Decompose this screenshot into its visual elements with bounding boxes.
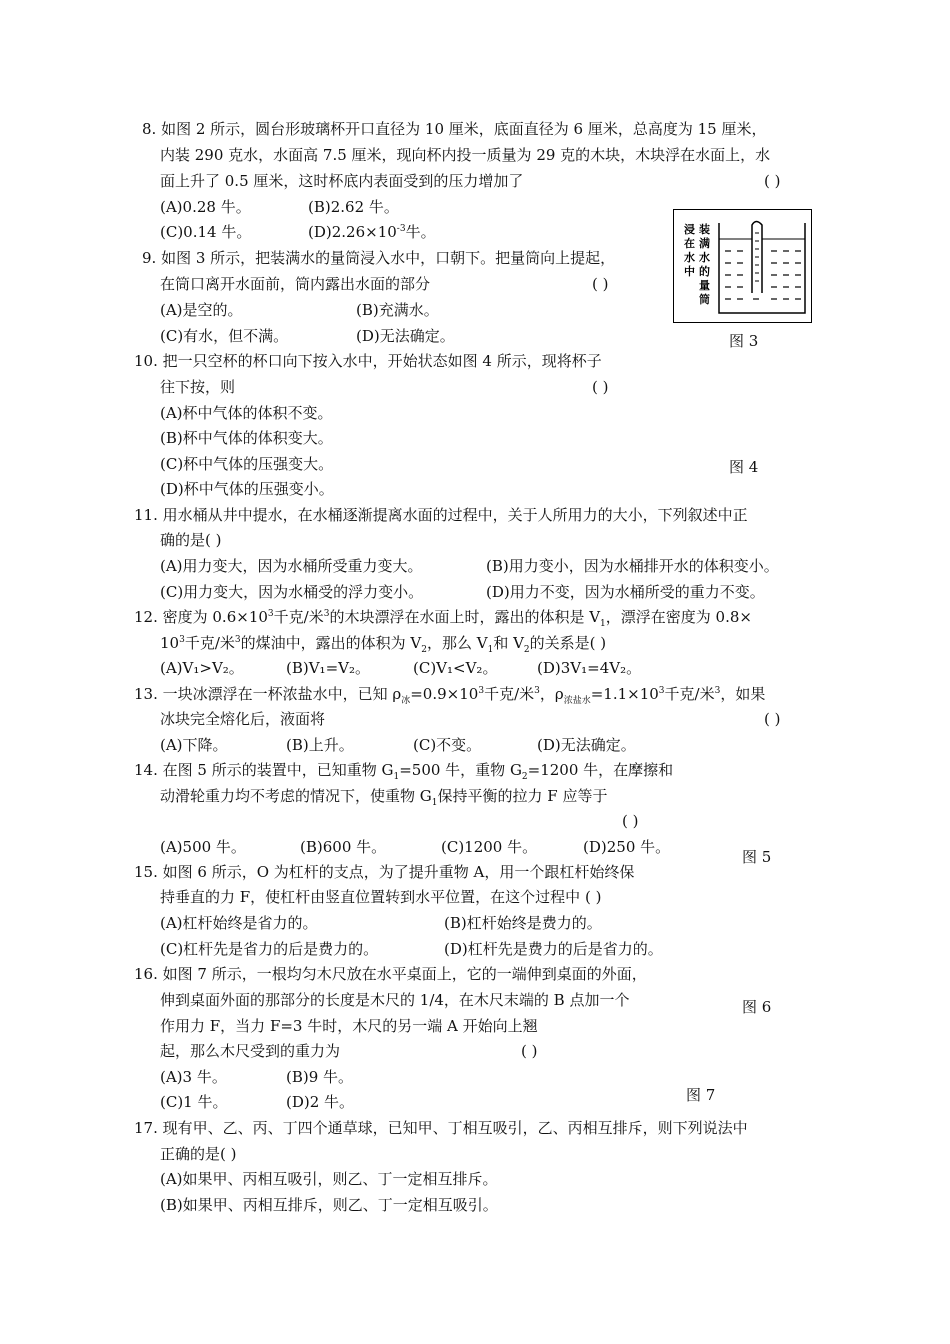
q9-option-a: (A)是空的。 <box>160 301 243 319</box>
q13-line-2: 冰块完全熔化后，液面将 <box>160 710 326 728</box>
q15-option-d: (D)杠杆先是费力的后是省力的。 <box>444 940 663 958</box>
fig3-label-char: 筒 <box>699 293 710 306</box>
q16-bracket: ( ) <box>521 1042 538 1060</box>
q15-option-c: (C)杠杆先是省力的后是费力的。 <box>160 940 379 958</box>
q17-line-1: 17. 现有甲、乙、丙、丁四个通草球，已知甲、丁相互吸引，乙、丙相互排斥，则下列说法中 <box>134 1119 748 1137</box>
q10-option-c: (C)杯中气体的压强变大。 <box>160 455 334 473</box>
figure-5-caption: 图 5 <box>742 848 772 866</box>
q15-option-a: (A)杠杆始终是省力的。 <box>160 914 318 932</box>
q10-line-2: 往下按，则 <box>160 378 236 396</box>
q8-line-3: 面上升了 0.5 厘米，这时杯底内表面受到的压力增加了 <box>160 172 524 190</box>
q14-option-c: (C)1200 牛。 <box>441 838 538 856</box>
q14-line-1: 14. 在图 5 所示的装置中，已知重物 $G_1=500$ 牛，重物 $G_2=1200$ 牛，在摩擦和 <box>134 761 674 782</box>
q16-line-2: 伸到桌面外面的那部分的长度是木尺的 1/4，在木尺末端的 B 点加一个 <box>160 991 630 1009</box>
q13-option-b: (B)上升。 <box>286 736 354 754</box>
q12-line-2: $10^3$千克/米$^3$的煤油中，露出的体积为 $V_2$，那么 $V_1$和 $V_2$的关系是( ) <box>160 634 607 655</box>
q12-option-a: (A)V₁>V₂。 <box>160 659 244 677</box>
q10-bracket: ( ) <box>592 378 609 396</box>
q16-option-d: (D)2 牛。 <box>286 1093 355 1111</box>
q14-bracket: ( ) <box>622 812 639 830</box>
q8-option-b: (B)2.62 牛。 <box>308 198 399 216</box>
q8-line-1: 8. 如图 2 所示，圆台形玻璃杯开口直径为 10 厘米，底面直径为 6 厘米，总高度为 15 厘米， <box>142 120 767 138</box>
figure-3-graduated-cylinder <box>673 209 812 323</box>
fig3-label-char: 中 <box>684 265 695 278</box>
q9-option-b: (B)充满水。 <box>356 301 439 319</box>
q9-line-1: 9. 如图 3 所示，把装满水的量筒浸入水中，口朝下。把量筒向上提起， <box>142 249 616 267</box>
figure-3-caption: 图 3 <box>729 332 759 350</box>
fig3-label-char: 量 <box>699 279 710 292</box>
q11-option-b: (B)用力变小，因为水桶排开水的体积变小。 <box>486 557 779 575</box>
q12-option-d: (D)3V₁=4V₂。 <box>537 659 642 677</box>
q12-line-1: 12. 密度为 $0.6\times 10^3$千克/米$^3$的木块漂浮在水面上时，露出的体积是 $V_1$，漂浮在密度为 0.8× <box>134 608 752 629</box>
q16-option-c: (C)1 牛。 <box>160 1093 228 1111</box>
q10-option-d: (D)杯中气体的压强变小。 <box>160 480 334 498</box>
q11-option-c: (C)用力变大，因为水桶受的浮力变小。 <box>160 583 424 601</box>
fig3-label-char: 浸 <box>684 223 695 236</box>
fig3-label-char: 的 <box>699 265 710 278</box>
fig3-label-char: 在 <box>684 237 695 250</box>
q14-line-2: 动滑轮重力均不考虑的情况下，使重物 $G_1$保持平衡的拉力 F 应等于 <box>160 787 608 808</box>
q8-option-c: (C)0.14 牛。 <box>160 223 252 241</box>
q14-option-b: (B)600 牛。 <box>300 838 387 856</box>
q15-option-b: (B)杠杆始终是费力的。 <box>444 914 602 932</box>
fig3-label-char: 满 <box>699 237 710 250</box>
q12-option-b: (B)V₁=V₂。 <box>286 659 370 677</box>
q16-option-a: (A)3 牛。 <box>160 1068 227 1086</box>
q10-option-b: (B)杯中气体的体积变大。 <box>160 429 333 447</box>
q13-line-1: 13. 一块冰漂浮在一杯浓盐水中，已知 $\rho_冰=0.9\times 10^3$千克/米$^3$，$\rho_{浓盐水}=1.1\times 10^3$千克/米$^3$，如果 <box>134 685 766 706</box>
q13-option-d: (D)无法确定。 <box>537 736 636 754</box>
q13-option-c: (C)不变。 <box>413 736 482 754</box>
q8-line-2: 内装 290 克水，水面高 7.5 厘米，现向杯内投一质量为 29 克的木块，木块浮在水面上，水 <box>160 146 771 164</box>
q11-line-1: 11. 用水桶从井中提水，在水桶逐渐提离水面的过程中，关于人所用力的大小，下列叙述中正 <box>134 506 748 524</box>
fig3-label-char: 装 <box>699 223 710 236</box>
q11-option-a: (A)用力变大，因为水桶所受重力变大。 <box>160 557 423 575</box>
figure-4-caption: 图 4 <box>729 458 759 476</box>
q15-line-1: 15. 如图 6 所示，O 为杠杆的支点，为了提升重物 A，用一个跟杠杆始终保 <box>134 863 635 881</box>
q13-bracket: ( ) <box>764 710 781 728</box>
q16-line-3: 作用力 F，当力 F=3 牛时，木尺的另一端 A 开始向上翘 <box>160 1017 538 1035</box>
q15-line-2: 持垂直的力 F，使杠杆由竖直位置转到水平位置，在这个过程中 ( ) <box>160 888 602 906</box>
fig3-label-char: 水 <box>684 251 695 264</box>
fig3-label-char: 水 <box>699 251 710 264</box>
q16-line-4: 起，那么木尺受到的重力为 <box>160 1042 341 1060</box>
q11-line-2: 确的是( ) <box>160 531 222 549</box>
q10-line-1: 10. 把一只空杯的杯口向下按入水中，开始状态如图 4 所示，现将杯子 <box>134 352 602 370</box>
q17-line-2: 正确的是( ) <box>160 1145 237 1163</box>
q9-line-2: 在筒口离开水面前，筒内露出水面的部分 <box>160 275 431 293</box>
q8-option-d: $(D)2.26\times 10^{-3}$牛。 <box>308 223 436 241</box>
figure-6-caption: 图 6 <box>742 998 772 1016</box>
q8-bracket: ( ) <box>764 172 781 190</box>
q16-line-1: 16. 如图 7 所示，一根均匀木尺放在水平桌面上，它的一端伸到桌面的外面， <box>134 965 647 983</box>
q9-option-d: (D)无法确定。 <box>356 327 455 345</box>
q16-option-b: (B)9 牛。 <box>286 1068 354 1086</box>
q14-option-d: (D)250 牛。 <box>583 838 671 856</box>
q11-option-d: (D)用力不变，因为水桶所受的重力不变。 <box>486 583 765 601</box>
q17-option-a: (A)如果甲、丙相互吸引，则乙、丁一定相互排斥。 <box>160 1170 498 1188</box>
figure-7-caption: 图 7 <box>686 1086 716 1104</box>
q12-option-c: (C)V₁<V₂。 <box>413 659 498 677</box>
q17-option-b: (B)如果甲、丙相互排斥，则乙、丁一定相互吸引。 <box>160 1196 498 1214</box>
q8-option-a: (A)0.28 牛。 <box>160 198 251 216</box>
q10-option-a: (A)杯中气体的体积不变。 <box>160 404 333 422</box>
q13-option-a: (A)下降。 <box>160 736 228 754</box>
q9-bracket: ( ) <box>592 275 609 293</box>
q9-option-c: (C)有水，但不满。 <box>160 327 289 345</box>
q14-option-a: (A)500 牛。 <box>160 838 246 856</box>
